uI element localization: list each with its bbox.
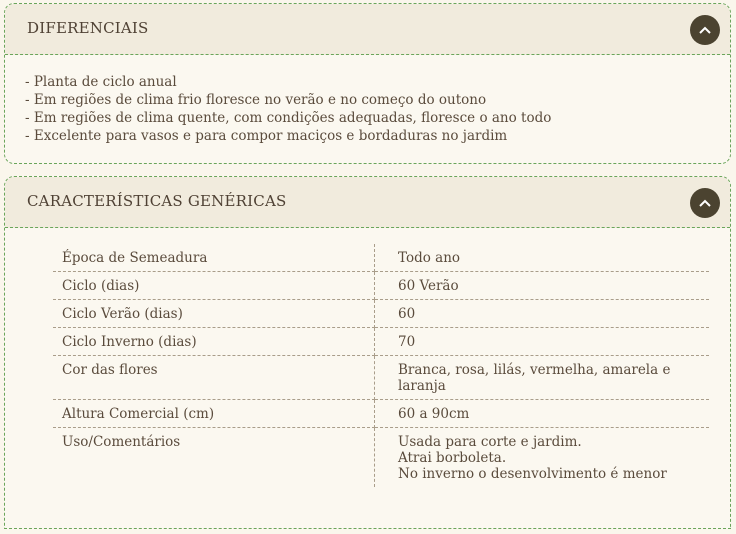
row-label: Ciclo (dias) bbox=[53, 272, 375, 300]
table-row bbox=[53, 428, 709, 488]
characteristics-table bbox=[53, 244, 709, 487]
row-label: Ciclo Inverno (dias) bbox=[53, 328, 375, 356]
table-row bbox=[53, 300, 709, 328]
differentials-title: DIFERENCIAIS bbox=[27, 19, 149, 37]
row-value: 60 a 90cm bbox=[375, 400, 710, 428]
row-label: Época de Semeadura bbox=[53, 244, 375, 272]
differentials-list bbox=[25, 73, 551, 145]
row-value: 60 Verão bbox=[375, 272, 710, 300]
row-value: Usada para corte e jardim. Atrai borboleta. No inverno o desenvolvimento é menor bbox=[398, 434, 667, 482]
table-row bbox=[53, 272, 709, 300]
list-item: - Em regiões de clima quente, com condições adequadas, floresce o ano todo bbox=[25, 110, 552, 126]
table-row bbox=[53, 400, 709, 428]
row-label: Uso/Comentários bbox=[53, 428, 375, 488]
row-value: Todo ano bbox=[375, 244, 710, 272]
collapse-differentials-button[interactable] bbox=[690, 15, 720, 45]
row-value: 60 bbox=[375, 300, 710, 328]
collapse-characteristics-button[interactable] bbox=[690, 188, 720, 218]
table-row bbox=[53, 328, 709, 356]
row-label: Ciclo Verão (dias) bbox=[53, 300, 375, 328]
characteristics-title: CARACTERÍSTICAS GENÉRICAS bbox=[27, 192, 287, 210]
chevron-up-icon bbox=[698, 25, 712, 35]
table-row bbox=[53, 244, 709, 272]
row-value: Branca, rosa, lilás, vermelha, amarela e laranja bbox=[375, 356, 710, 400]
row-label: Altura Comercial (cm) bbox=[53, 400, 375, 428]
characteristics-header[interactable] bbox=[5, 177, 730, 228]
table-row bbox=[53, 356, 709, 400]
row-label: Cor das flores bbox=[53, 356, 375, 400]
list-item: - Excelente para vasos e para compor maciços e bordaduras no jardim bbox=[25, 128, 508, 144]
list-item: - Planta de ciclo anual bbox=[25, 74, 177, 90]
chevron-up-icon bbox=[698, 198, 712, 208]
differentials-header[interactable] bbox=[5, 4, 730, 55]
differentials-panel bbox=[4, 3, 731, 164]
list-item: - Em regiões de clima frio floresce no verão e no começo do outono bbox=[25, 92, 487, 108]
row-value: 70 bbox=[375, 328, 710, 356]
